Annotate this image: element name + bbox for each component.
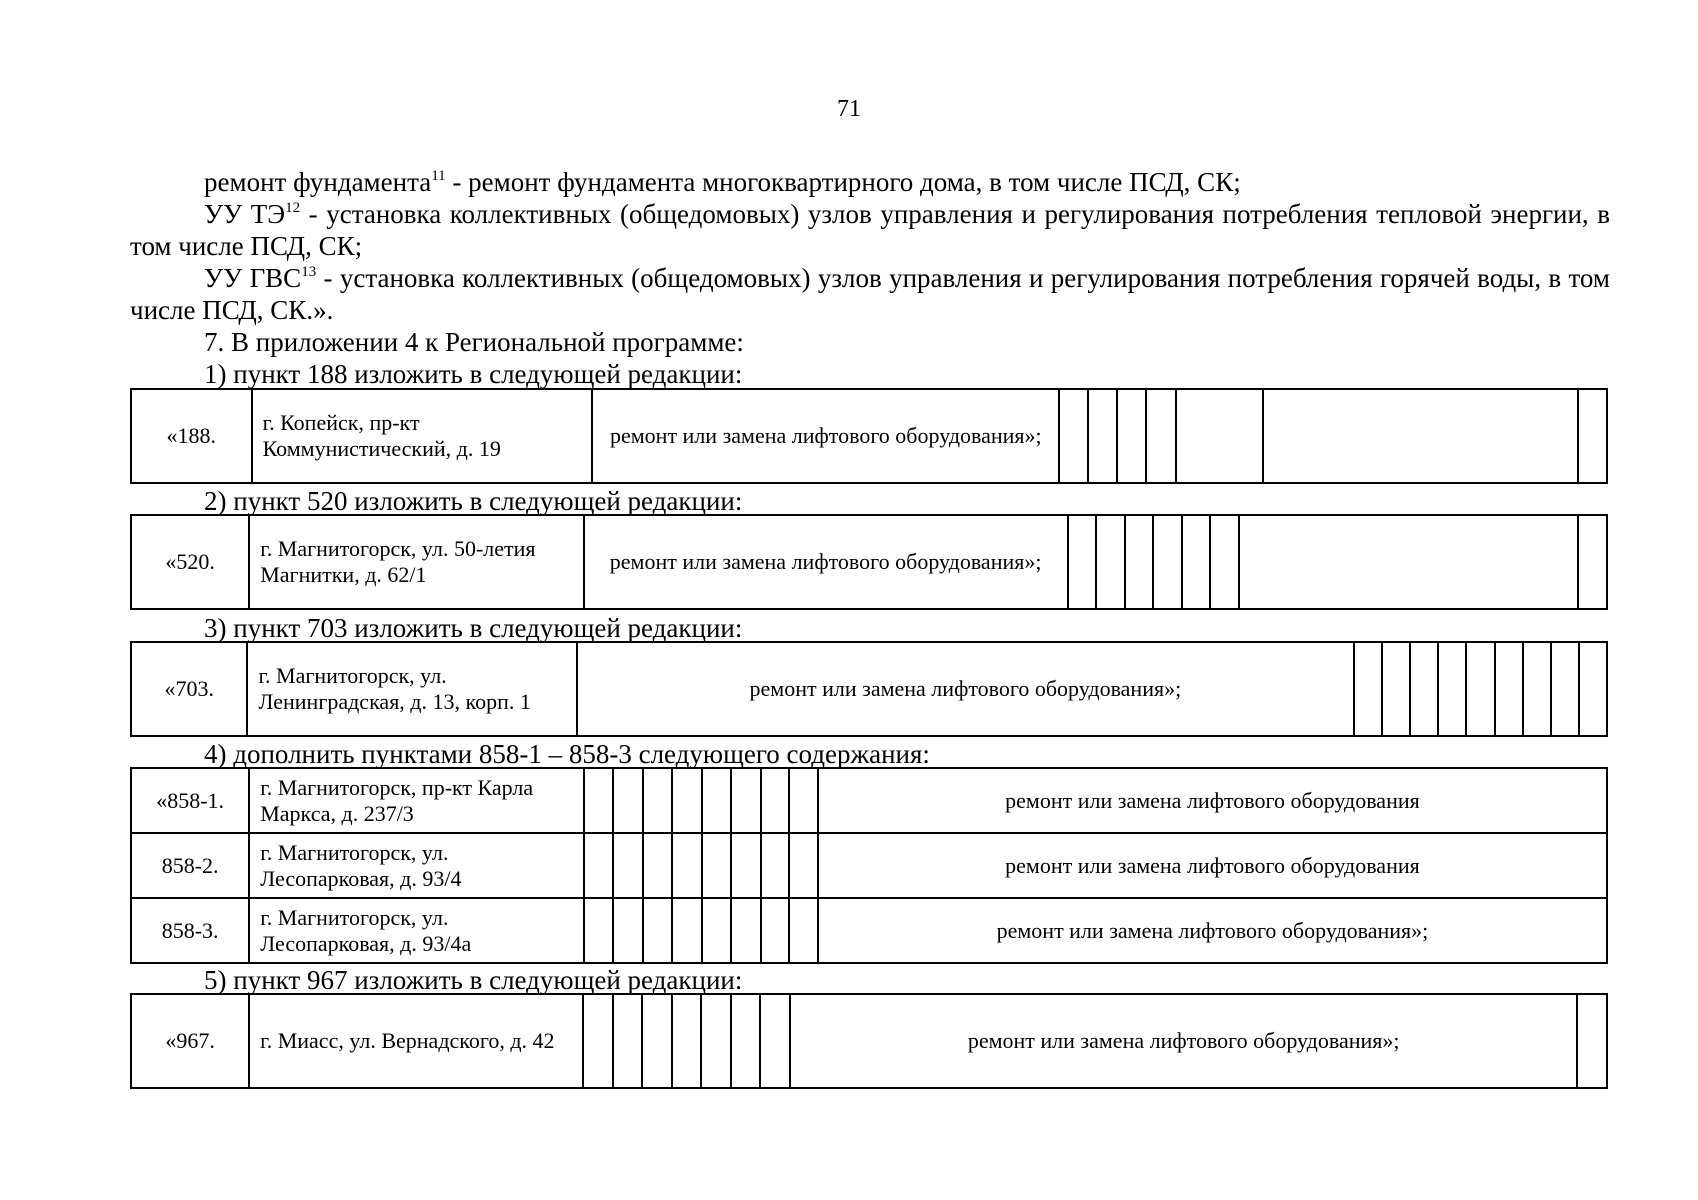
item-address: г. Магнитогорск, ул. Ленинградская, д. 13, корп. 1	[247, 642, 576, 736]
item-table	[130, 993, 1608, 1089]
definition-text: - установка коллективных (общедомовых) узлов управления и регулирования потребления горячей воды, в том числе ПСД, СК.».	[130, 263, 1611, 325]
table-row	[131, 994, 1607, 1088]
page-number: 71	[837, 96, 861, 122]
item-work: ремонт или замена лифтового оборудования	[818, 768, 1607, 833]
empty-cell	[1210, 515, 1239, 609]
empty-cell	[672, 768, 702, 833]
empty-cell	[1068, 515, 1097, 609]
empty-cell	[643, 833, 673, 898]
item-address: г. Магнитогорск, пр-кт Карла Маркса, д. 237/3	[249, 768, 583, 833]
empty-cell	[1551, 642, 1579, 736]
empty-cell	[760, 994, 790, 1088]
item-address: г. Миасс, ул. Вернадского, д. 42	[249, 994, 583, 1088]
empty-cell	[613, 833, 643, 898]
empty-cell	[1239, 515, 1578, 609]
empty-cell	[1578, 515, 1607, 609]
empty-cell	[789, 898, 818, 963]
empty-cell	[584, 898, 614, 963]
section-heading: 2) пункт 520 изложить в следующей редакции:	[204, 486, 743, 516]
empty-cell	[1125, 515, 1154, 609]
empty-cell	[702, 833, 732, 898]
empty-cell	[1182, 515, 1211, 609]
item-work: ремонт или замена лифтового оборудования»;	[577, 642, 1354, 736]
empty-cell	[1523, 642, 1551, 736]
definition-heat	[130, 198, 1610, 262]
section-heading: 5) пункт 967 изложить в следующей редакции:	[204, 965, 743, 995]
empty-cell	[1117, 389, 1146, 483]
section-heading: 3) пункт 703 изложить в следующей редакции:	[204, 613, 743, 643]
item-table	[130, 767, 1608, 964]
empty-cell	[1579, 642, 1607, 736]
item-work: ремонт или замена лифтового оборудования»;	[584, 515, 1068, 609]
empty-cell	[789, 833, 818, 898]
empty-cell	[701, 994, 731, 1088]
table-row	[131, 642, 1607, 736]
empty-cell	[1466, 642, 1494, 736]
empty-cell	[1495, 642, 1523, 736]
empty-cell	[583, 994, 613, 1088]
definition-hot-water	[130, 262, 1610, 326]
item-number: «858-1.	[131, 768, 249, 833]
definition-term: УУ ТЭ	[204, 199, 286, 229]
empty-cell	[643, 768, 673, 833]
empty-cell	[672, 898, 702, 963]
item-number: 858-2.	[131, 833, 249, 898]
empty-cell	[613, 898, 643, 963]
item-number: 858-3.	[131, 898, 249, 963]
item-address: г. Копейск, пр-кт Коммунистический, д. 19	[252, 389, 593, 483]
item-table	[130, 388, 1608, 484]
table-row	[131, 833, 1607, 898]
empty-cell	[1176, 389, 1263, 483]
definition-text: - ремонт фундамента многоквартирного дома, в том числе ПСД, СК;	[445, 167, 1241, 197]
empty-cell	[584, 833, 614, 898]
empty-cell	[1096, 515, 1125, 609]
table-row	[131, 768, 1607, 833]
table-row	[131, 389, 1607, 483]
item-work: ремонт или замена лифтового оборудования	[818, 833, 1607, 898]
definition-text: - установка коллективных (общедомовых) узлов управления и регулирования потребления тепловой энергии, в том числе ПСД, СК;	[130, 199, 1610, 261]
empty-cell	[1577, 994, 1607, 1088]
empty-cell	[731, 768, 761, 833]
table-row	[131, 898, 1607, 963]
item-table	[130, 641, 1608, 737]
definition-term: УУ ГВС	[204, 263, 302, 293]
item-table	[130, 514, 1608, 610]
empty-cell	[1153, 515, 1182, 609]
empty-cell	[761, 768, 790, 833]
empty-cell	[1088, 389, 1117, 483]
item-address: г. Магнитогорск, ул. Лесопарковая, д. 93/4	[249, 833, 583, 898]
empty-cell	[1059, 389, 1088, 483]
empty-cell	[672, 994, 702, 1088]
item-work: ремонт или замена лифтового оборудования»;	[818, 898, 1607, 963]
item-number: «703.	[131, 642, 247, 736]
empty-cell	[731, 994, 761, 1088]
item-address: г. Магнитогорск, ул. Лесопарковая, д. 93/4а	[249, 898, 583, 963]
footnote-ref: 13	[301, 264, 317, 280]
item-address: г. Магнитогорск, ул. 50-летия Магнитки, д. 62/1	[249, 515, 583, 609]
definition-term: ремонт фундамента	[204, 167, 432, 197]
empty-cell	[1146, 389, 1175, 483]
empty-cell	[702, 768, 732, 833]
empty-cell	[761, 898, 790, 963]
item-number: «520.	[131, 515, 249, 609]
empty-cell	[1382, 642, 1410, 736]
footnote-ref: 11	[431, 168, 446, 184]
empty-cell	[643, 898, 673, 963]
empty-cell	[761, 833, 790, 898]
item-number: «967.	[131, 994, 249, 1088]
empty-cell	[1438, 642, 1466, 736]
item-number: «188.	[131, 389, 252, 483]
footnote-ref: 12	[285, 200, 301, 216]
empty-cell	[1263, 389, 1578, 483]
item-work: ремонт или замена лифтового оборудования»;	[790, 994, 1577, 1088]
empty-cell	[731, 833, 761, 898]
empty-cell	[1410, 642, 1438, 736]
empty-cell	[672, 833, 702, 898]
empty-cell	[1354, 642, 1382, 736]
empty-cell	[1578, 389, 1607, 483]
definition-foundation	[204, 166, 1610, 198]
appendix-intro: 7. В приложении 4 к Региональной программе:	[204, 327, 744, 357]
table-row	[131, 515, 1607, 609]
empty-cell	[613, 768, 643, 833]
empty-cell	[731, 898, 761, 963]
empty-cell	[789, 768, 818, 833]
item-work: ремонт или замена лифтового оборудования»;	[592, 389, 1059, 483]
empty-cell	[642, 994, 672, 1088]
section-heading: 4) дополнить пунктами 858-1 – 858-3 следующего содержания:	[204, 739, 930, 769]
empty-cell	[702, 898, 732, 963]
empty-cell	[584, 768, 614, 833]
empty-cell	[613, 994, 643, 1088]
section-heading: 1) пункт 188 изложить в следующей редакции:	[204, 359, 743, 389]
